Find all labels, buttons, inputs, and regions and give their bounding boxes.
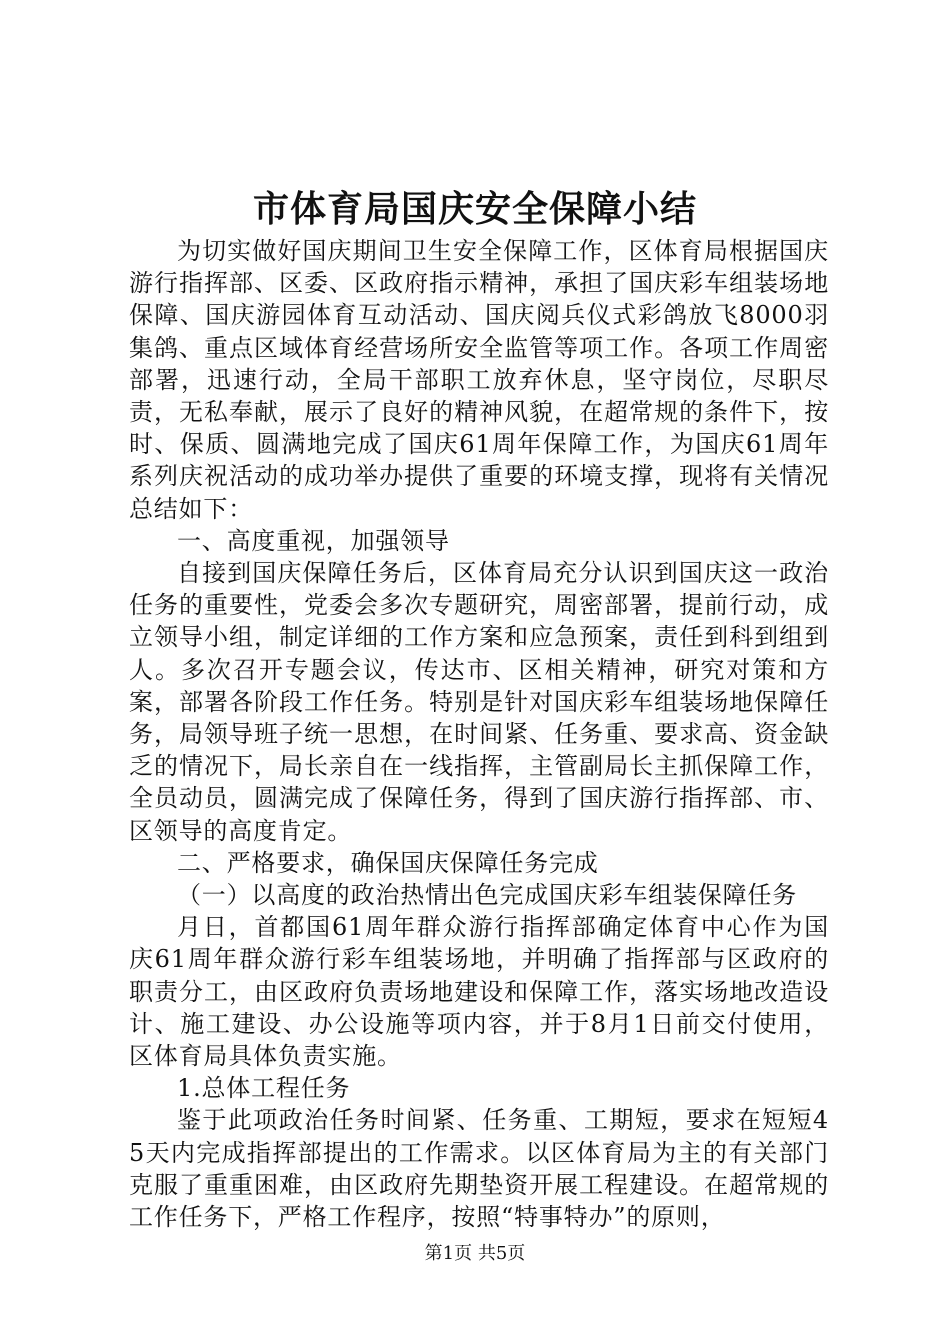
document-title: 市体育局国庆安全保障小结 bbox=[252, 188, 697, 230]
subsection-heading-1: （一）以高度的政治热情出色完成国庆彩车组装保障任务 bbox=[177, 881, 797, 910]
section-heading-1: 一、高度重视，加强领导 bbox=[177, 526, 450, 555]
page-footer: 第1页 共5页 bbox=[424, 1243, 526, 1264]
subsection-1-paragraph: 月日，首都国61周年群众游行指挥部确定体育中心作为国庆61周年群众游行彩车组装场地，并明确了指挥部与区政府的职责分工，由区政府负责场地建设和保障工作，落实场地改造设计、施工建设、办公设施等项内容，并于8月1日前交付使用，区体育局具体负责实施。 bbox=[129, 913, 829, 1071]
item-heading-1: 1.总体工程任务 bbox=[177, 1074, 351, 1103]
document-body bbox=[129, 235, 829, 1233]
item-1-paragraph: 鉴于此项政治任务时间紧、任务重、工期短，要求在短短45天内完成指挥部提出的工作需求。以区体育局为主的有关部门克服了重重困难，由区政府先期垫资开展工程建设。在超常规的工作任务下，严格工作程序，按照“特事特办”的原则， bbox=[129, 1106, 829, 1232]
section-1-paragraph: 自接到国庆保障任务后，区体育局充分认识到国庆这一政治任务的重要性，党委会多次专题研究，周密部署，提前行动，成立领导小组，制定详细的工作方案和应急预案，责任到科到组到人。多次召开专题会议，传达市、区相关精神，研究对策和方案，部署各阶段工作任务。特别是针对国庆彩车组装场地保障任务，局领导班子统一思想，在时间紧、任务重、要求高、资金缺乏的情况下，局长亲自在一线指挥，主管副局长主抓保障工作，全员动员，圆满完成了保障任务，得到了国庆游行指挥部、市、区领导的高度肯定。 bbox=[129, 559, 829, 845]
section-heading-2: 二、严格要求，确保国庆保障任务完成 bbox=[177, 848, 599, 877]
intro-paragraph: 为切实做好国庆期间卫生安全保障工作，区体育局根据国庆游行指挥部、区委、区政府指示精神，承担了国庆彩车组装场地保障、国庆游园体育互动活动、国庆阅兵仪式彩鸽放飞8000羽集鸽、重点区域体育经营场所安全监管等项工作。各项工作周密部署，迅速行动，全局干部职工放弃休息，坚守岗位，尽职尽责，无私奉献，展示了良好的精神风貌，在超常规的条件下，按时、保质、圆满地完成了国庆61周年保障工作，为国庆61周年系列庆祝活动的成功举办提供了重要的环境支撑，现将有关情况总结如下： bbox=[129, 237, 829, 523]
